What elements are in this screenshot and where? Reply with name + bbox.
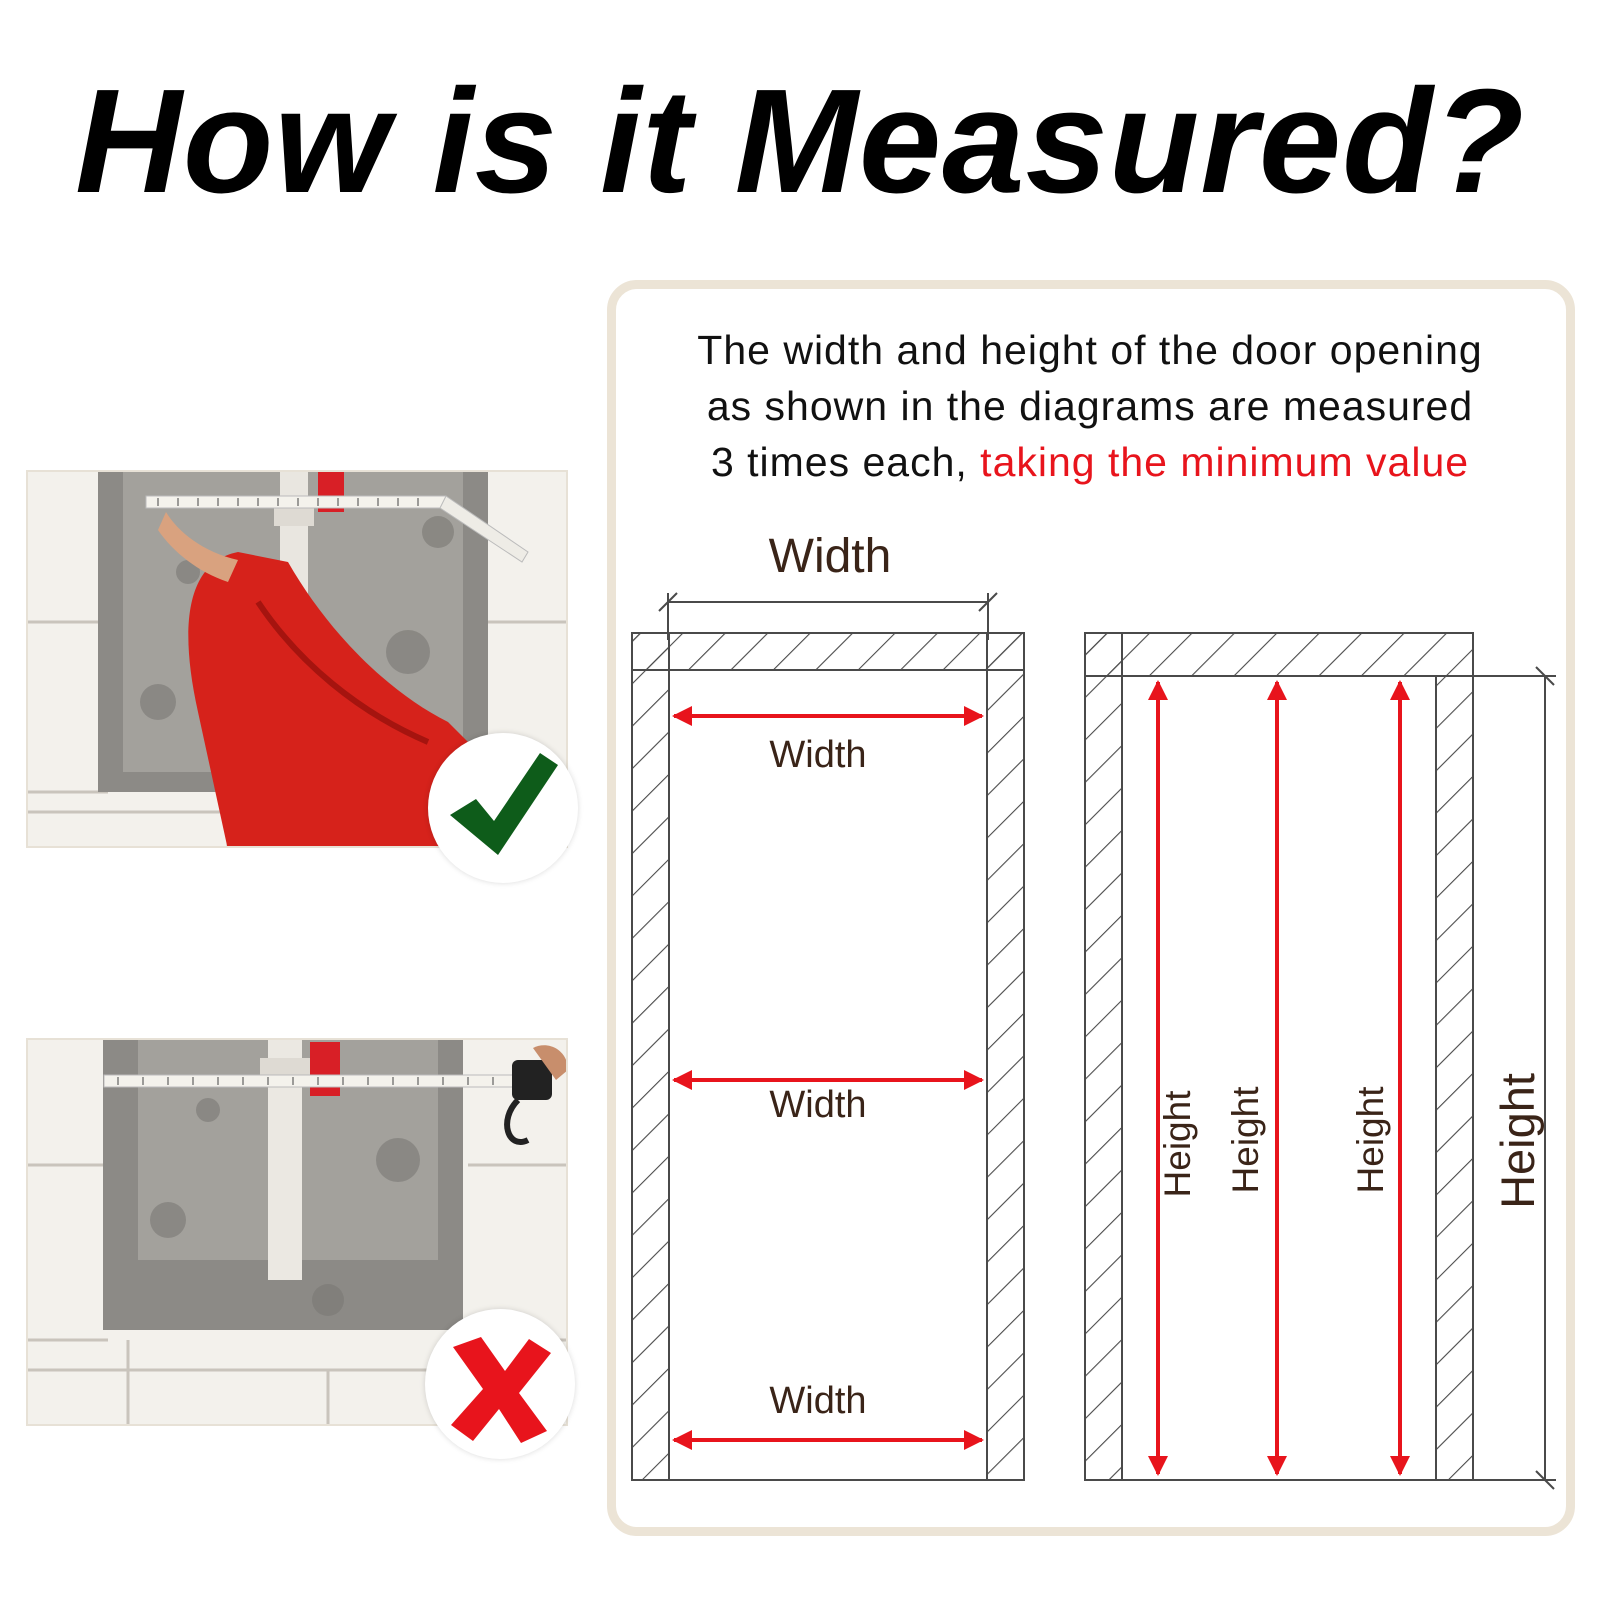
lintel-right [1085,633,1473,676]
instruction-highlight: taking the minimum value [980,439,1470,485]
lintel-left [632,633,1024,670]
instruction-line-1: The width and height of the door opening [697,327,1483,373]
height-label-2: Height [1225,1086,1266,1194]
height-diagram [1085,633,1556,1489]
width-label-bottom: Width [769,1380,867,1422]
headline: How is it Measured? [75,59,1525,224]
outer-height-label: Height [1491,1073,1544,1209]
width-diagram [632,530,1024,1480]
height-label-1: Height [1157,1090,1198,1198]
instruction-line-3-prefix: 3 times each, [710,439,981,485]
width-label-middle: Width [769,1084,867,1126]
height-label-3: Height [1350,1086,1391,1194]
right-jamb [987,633,1024,1480]
outer-width-label: Width [768,530,892,583]
left-jamb-right-diagram [1085,633,1122,1480]
instruction-line-2: as shown in the diagrams are measured [706,383,1474,429]
width-label-top: Width [769,734,867,776]
right-jamb-right-diagram [1436,676,1473,1480]
left-jamb [632,633,669,1480]
